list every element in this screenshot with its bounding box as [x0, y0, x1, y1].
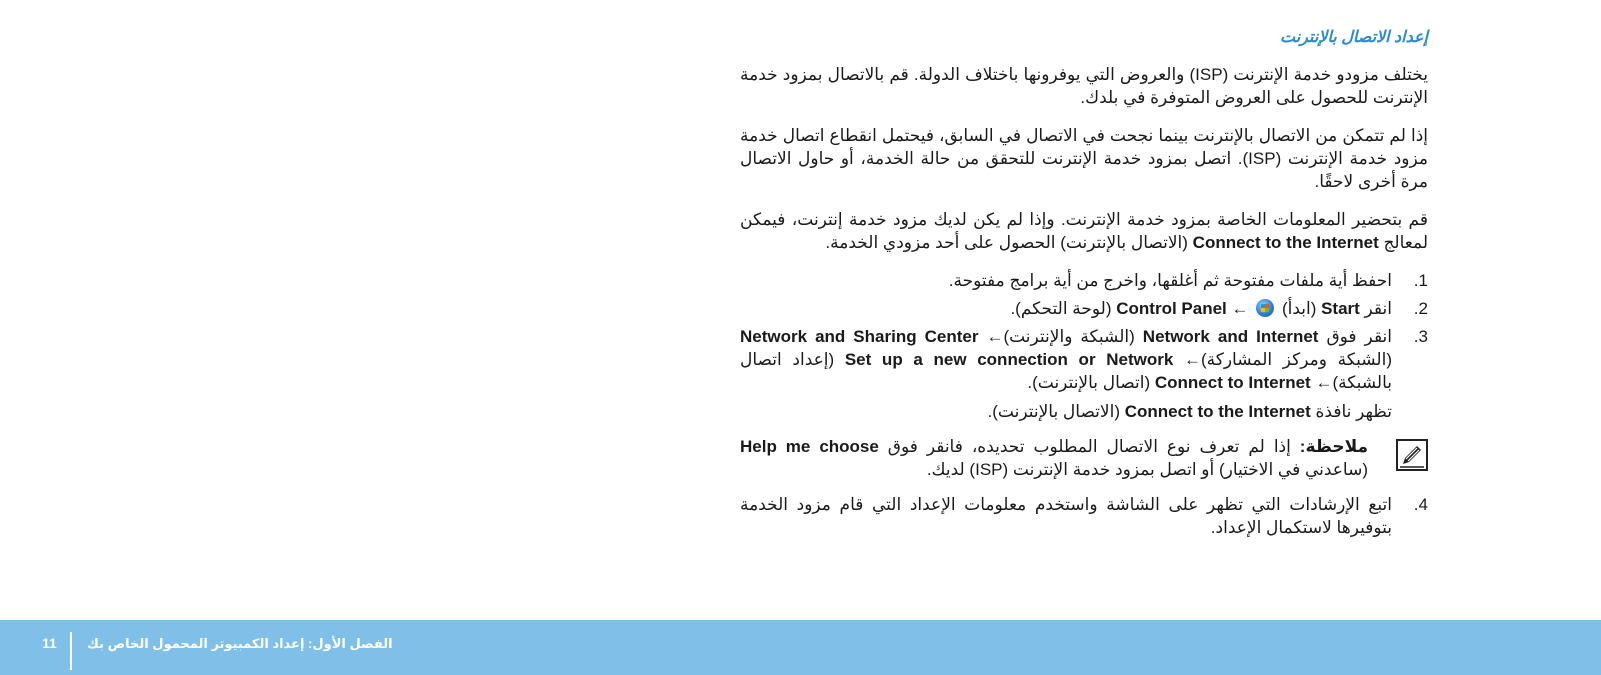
- paragraph-connection-troubleshoot: إذا لم تتمكن من الاتصال بالإنترنت بينما نجحت في الاتصال في السابق، فيحتمل انقطاع اتصال خدمة مزود خدمة الإنترنت (ISP). اتصل بمزود خدمة الإنترنت للتحقق من حالة الخدمة، أو حاول الاتصال مرة أخرى لاحقًا.: [740, 126, 1428, 191]
- step-text: انقر: [1359, 299, 1392, 318]
- para3-before: قم بتحضير المعلومات الخاصة بمزود خدمة الإنترنت. وإذا لم يكن لديك مزود خدمة إنترنت، فيمكن لمعالج: [740, 210, 1428, 252]
- step-2: [740, 297, 1428, 320]
- network-sharing-center-label: Network and Sharing Center: [740, 327, 979, 346]
- page-number: 11: [42, 635, 57, 651]
- step-text: (اتصال بالإنترنت).: [1027, 373, 1155, 392]
- chapter-title: الفصل الأول: إعداد الكمبيوتر المحمول الخاص بك: [87, 636, 393, 651]
- connect-window-label: Connect to the Internet: [1124, 402, 1311, 421]
- step-text: (ابدأ): [1277, 299, 1322, 318]
- step-text: (الشبكة والإنترنت)←: [978, 327, 1143, 346]
- setup-new-connection-label: Set up a new connection or Network: [844, 350, 1174, 369]
- step-text: انقر فوق: [1318, 327, 1392, 346]
- section-heading: إعداد الاتصال بالإنترنت: [1280, 29, 1428, 46]
- step-text: (الشبكة ومركز المشاركة)←: [1173, 350, 1393, 369]
- step-number: 1.: [1413, 271, 1428, 290]
- connect-to-internet-label: Connect to Internet: [1154, 373, 1311, 392]
- windows-start-icon: [1256, 299, 1274, 317]
- step-number: 3.: [1413, 327, 1428, 346]
- step-4: [740, 493, 1428, 539]
- paragraph-prepare-info: [740, 208, 1428, 254]
- para3-after: (الاتصال بالإنترنت) الحصول على أحد مزودي الخدمة.: [825, 233, 1193, 252]
- content-column: [740, 26, 1428, 544]
- step-text: (الاتصال بالإنترنت).: [987, 402, 1125, 421]
- footer-divider: [70, 632, 72, 670]
- steps-list: [740, 269, 1428, 423]
- paragraph-isp-intro: يختلف مزودو خدمة الإنترنت (ISP) والعروض التي يوفرونها باختلاف الدولة. قم بالاتصال بمزود خدمة الإنترنت للحصول على العروض المتوفرة في بلدك.: [740, 65, 1428, 107]
- step-text: تظهر نافذة: [1310, 402, 1392, 421]
- step-3: [740, 325, 1428, 423]
- network-internet-label: Network and Internet: [1142, 327, 1319, 346]
- steps-list-continued: [740, 493, 1428, 539]
- note-box: [740, 435, 1428, 481]
- para3-bold: Connect to the Internet: [1192, 233, 1379, 252]
- control-panel-label: Control Panel: [1116, 299, 1227, 318]
- arrow-text: ←: [1226, 299, 1254, 318]
- step-text: اتبع الإرشادات التي تظهر على الشاشة واستخدم معلومات الإعداد التي قام مزود الخدمة بتوفيرها لاستكمال الإعداد.: [740, 495, 1392, 537]
- step-number: 4.: [1413, 495, 1428, 514]
- note-text: (ساعدني في الاختيار) أو اتصل بمزود خدمة الإنترنت (ISP) لديك.: [926, 460, 1368, 479]
- step-text: (لوحة التحكم).: [1010, 299, 1117, 318]
- page-footer: [0, 620, 1601, 675]
- help-me-choose-label: Help me choose: [740, 437, 879, 456]
- step-number: 2.: [1413, 299, 1428, 318]
- start-label: Start: [1321, 299, 1360, 318]
- step-text: احفظ أية ملفات مفتوحة ثم أغلقها، واخرج من أية برامج مفتوحة.: [948, 271, 1392, 290]
- step-1: [740, 269, 1428, 292]
- note-text: إذا لم تعرف نوع الاتصال المطلوب تحديده، فانقر فوق: [878, 437, 1300, 456]
- step-text: (إعداد اتصال بالشبكة)←: [740, 350, 1392, 392]
- note-label: ملاحظة:: [1299, 437, 1369, 456]
- step-3-result: [740, 400, 1392, 423]
- note-pencil-icon: [1396, 439, 1428, 471]
